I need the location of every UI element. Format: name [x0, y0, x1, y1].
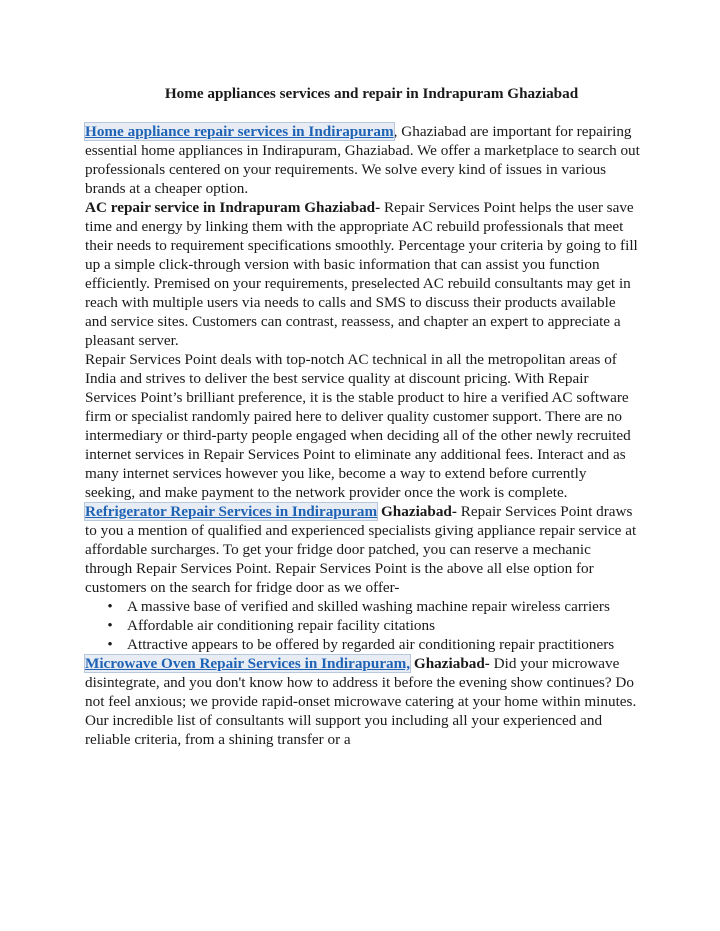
list-item: • Affordable air conditioning repair facility citations: [85, 616, 640, 635]
document-page: [85, 84, 640, 749]
home-appliance-repair-link[interactable]: Home appliance repair services in Indirapuram: [85, 123, 394, 140]
intro-text: , Ghaziabad are important for repairing essential home appliances in Indirapuram, Ghaziabad. We offer a marketplace to search out professionals centered on your requirements. We solve every kind of issues in various brands at a cheaper option.: [85, 123, 640, 197]
offer-list: [85, 597, 640, 654]
refrigerator-repair-link[interactable]: Refrigerator Repair Services in Indirapuram: [85, 503, 378, 520]
microwave-bold: Ghaziabad-: [410, 655, 490, 672]
microwave-paragraph: [85, 654, 640, 749]
list-item: • A massive base of verified and skilled washing machine repair wireless carriers: [85, 597, 640, 616]
fridge-paragraph: [85, 502, 640, 597]
intro-paragraph: [85, 122, 640, 198]
ac-heading: AC repair service in Indrapuram Ghaziabad-: [85, 199, 381, 216]
list-item: • Attractive appears to be offered by regarded air conditioning repair practitioners: [85, 635, 640, 654]
ac-paragraph: [85, 198, 640, 350]
microwave-text: Did your microwave disintegrate, and you don't know how to address it before the evening show continues? Do not feel anxious; we provide rapid-onset microwave catering at your home within minutes. Our incredible list of consultants will support you including all your experienced and reliable criteria, from a shining transfer or a: [85, 655, 637, 748]
fridge-bold: Ghaziabad-: [377, 503, 457, 520]
bullet-icon: •: [107, 617, 113, 634]
page-title: Home appliances services and repair in Indrapuram Ghaziabad: [164, 85, 579, 102]
bullet-icon: •: [107, 636, 113, 653]
fridge-text: Repair Services Point draws to you a mention of qualified and experienced specialists giving appliance repair service at affordable surcharges. To get your fridge door patched, you can reserve a mechanic through Repair Services Point. Repair Services Point is the above all else option for customers on the search for fridge door as we offer-: [85, 503, 637, 596]
bullet-icon: •: [107, 598, 113, 615]
microwave-repair-link[interactable]: Microwave Oven Repair Services in Indirapuram,: [85, 655, 411, 672]
ac-text: Repair Services Point helps the user save time and energy by linking them with the appropriate AC rebuild professionals that meet their needs to requirement specifications smoothly. Percentage your criteria by going to fill up a simple click-through version with basic information that can assist you function efficiently. Premised on your requirements, preselected AC rebuild consultants may get in reach with multiple users via needs to calls and SMS to discuss their products available and service sites. Customers can contrast, reassess, and chapter an expert to appreciate a pleasant server.: [85, 199, 638, 349]
ac-paragraph-2: Repair Services Point deals with top-notch AC technical in all the metropolitan areas of India and strives to deliver the best service quality at discount pricing. With Repair Services Point’s brilliant preference, it is the stable product to hire a verified AC software firm or specialist randomly paired here to deliver quality customer support. There are no intermediary or third-party people engaged when deciding all of the other newly recruited internet services in Repair Services Point to eliminate any additional fees. Interact and as many internet services however you like, become a way to extend before currently seeking, and make payment to the network provider once the work is complete.: [85, 351, 631, 501]
